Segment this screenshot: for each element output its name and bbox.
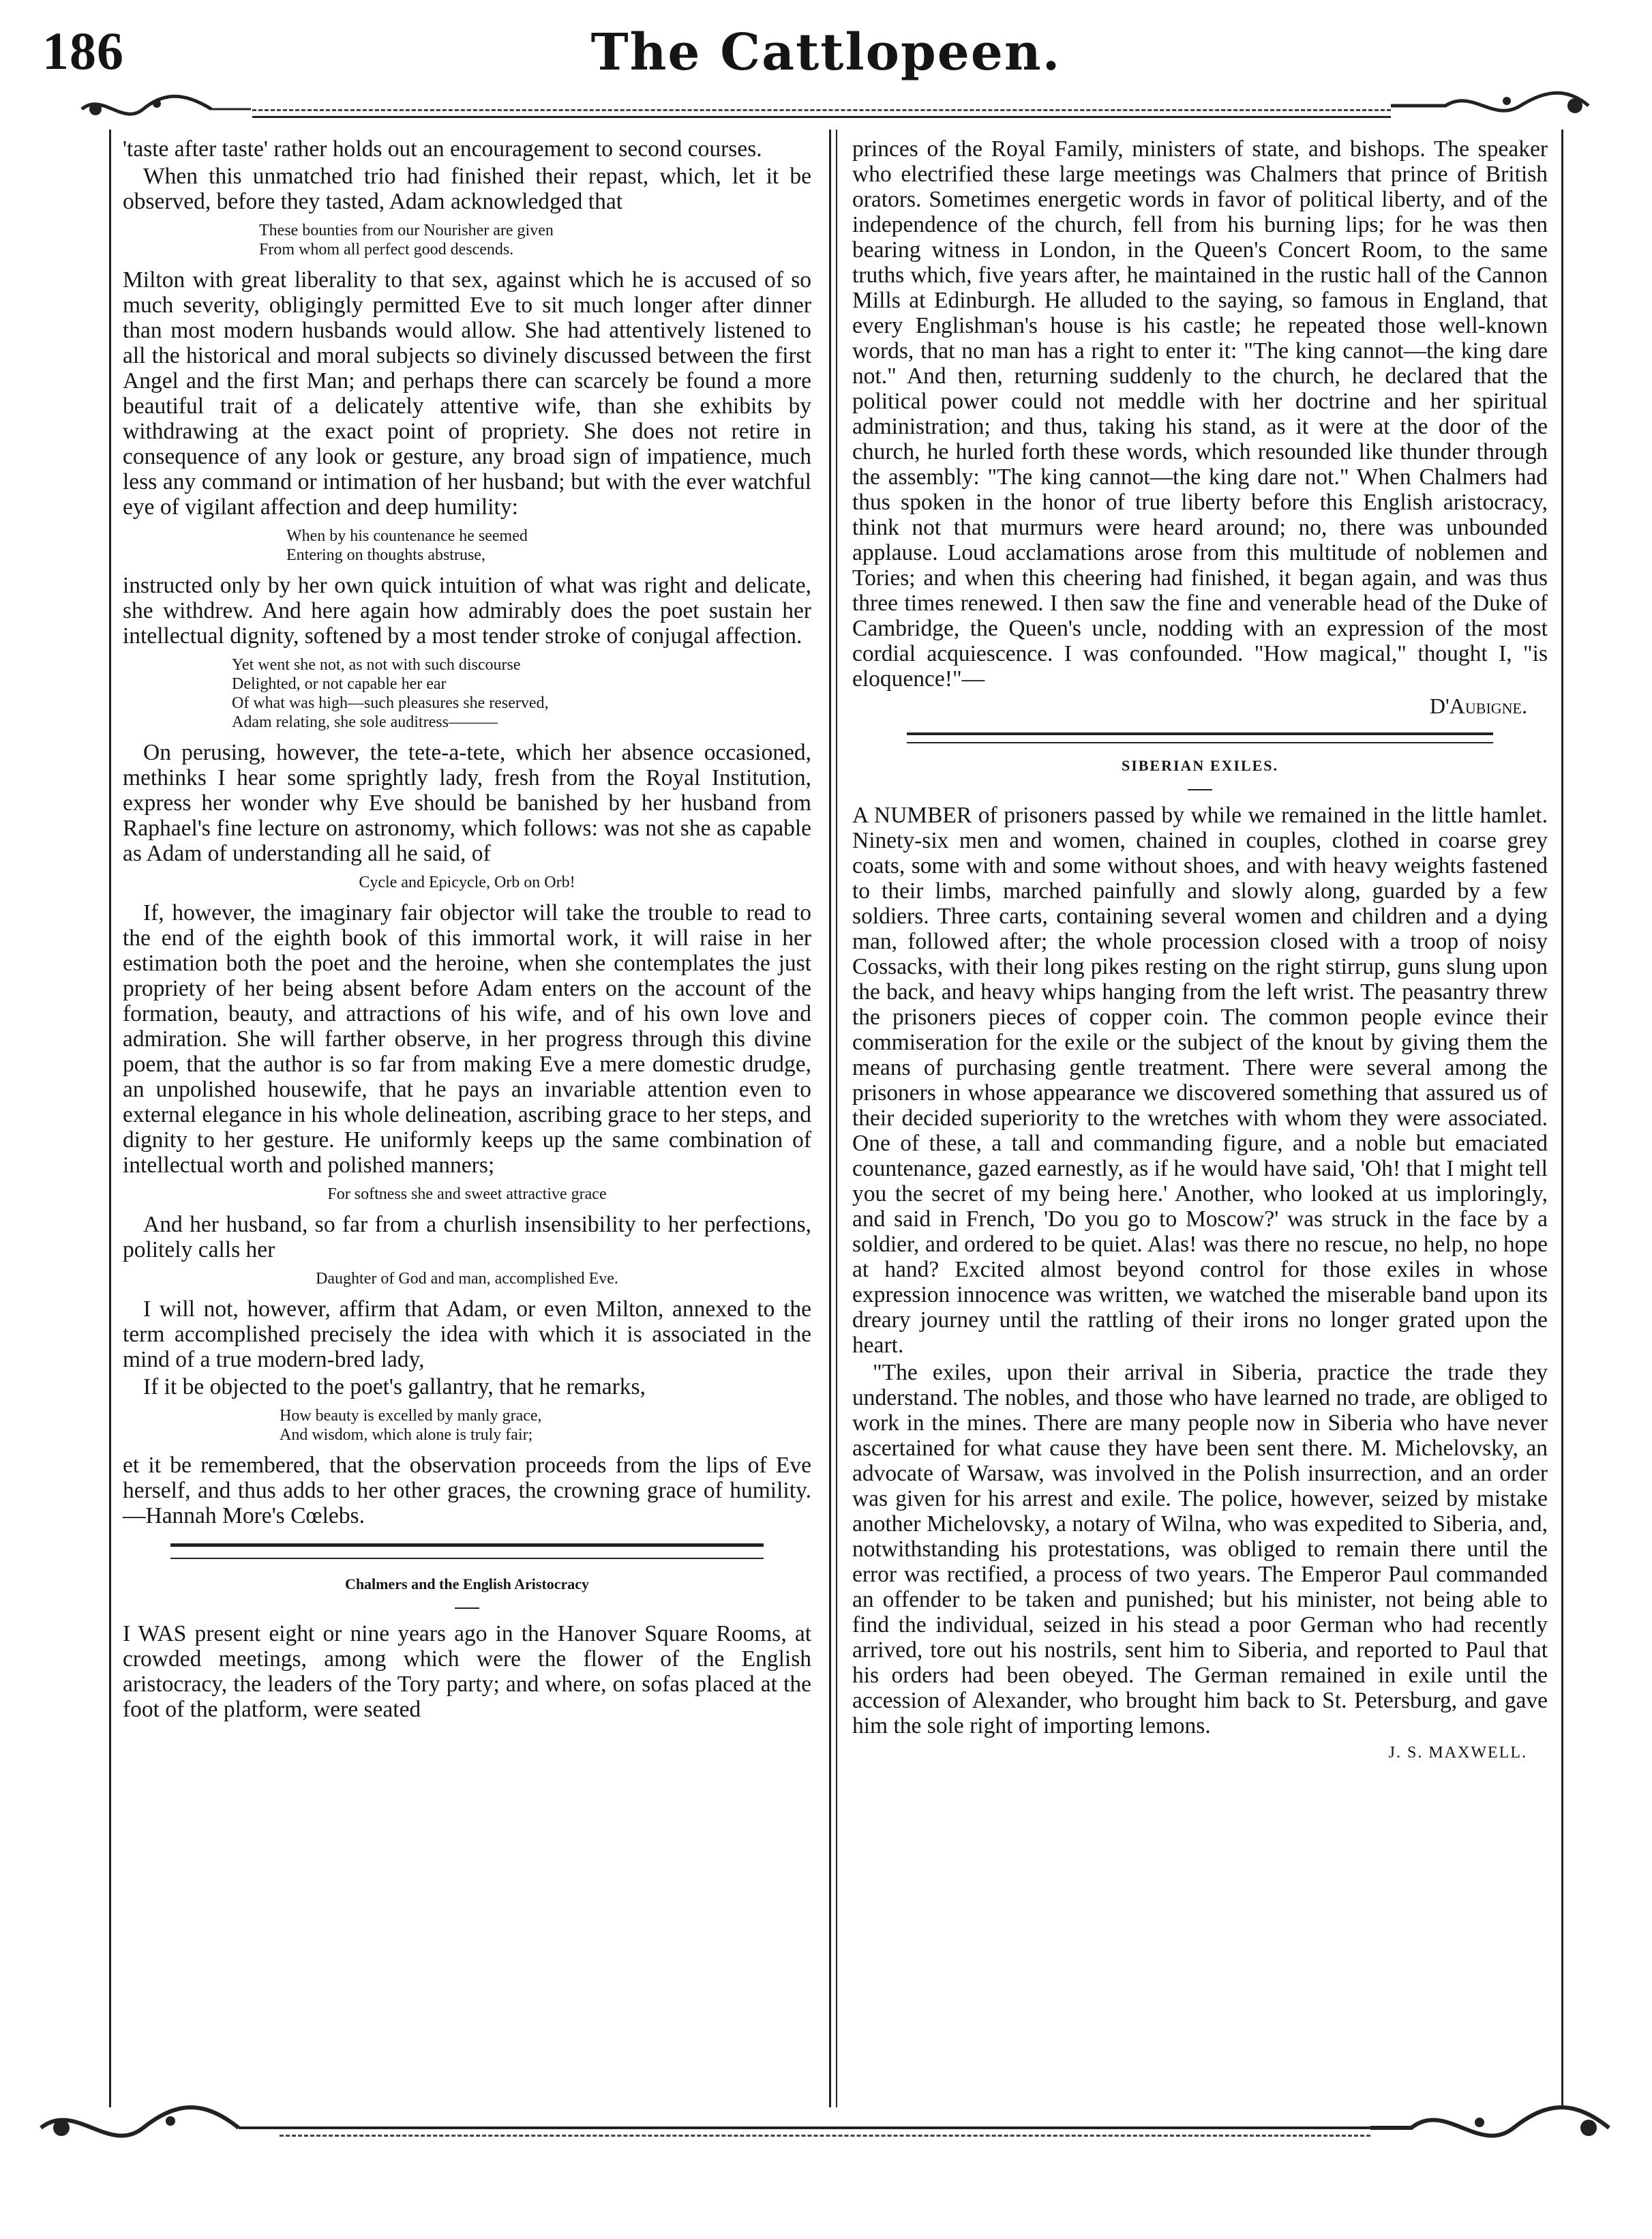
top-rule-dashed <box>252 109 1391 111</box>
left-paragraph: I will not, however, affirm that Adam, or even Milton, annexed to the term accomplished precisely the idea with which it is associated in the mind of a true modern-bred lady, <box>123 1296 811 1372</box>
bottom-rule-dashed <box>280 2135 1370 2137</box>
verse-line: Delighted, or not capable her ear <box>232 675 447 693</box>
article-signature: D'Aubigne. <box>1429 694 1527 718</box>
heading-dash <box>455 1607 479 1609</box>
verse-quote: For softness she and sweet attractive grace <box>327 1185 607 1203</box>
verse-line: Yet went she not, as not with such discourse <box>232 656 521 674</box>
left-paragraph: instructed only by her own quick intuition of what was right and delicate, she withdrew. And here again how admirably does the poet sustain her intellectual dignity, softened by a most tender stroke of conjugal affection. <box>123 573 811 649</box>
left-paragraph: If it be objected to the poet's gallantry, that he remarks, <box>143 1374 646 1399</box>
verse-line: When by his countenance he seemed <box>286 527 528 545</box>
ornament-top-left-icon <box>75 89 252 130</box>
left-border <box>109 130 111 2107</box>
section-divider <box>170 1543 764 1559</box>
verse-line: Entering on thoughts abstruse, <box>286 546 485 564</box>
left-paragraph: 'taste after taste' rather holds out an encouragement to second courses. <box>123 136 762 162</box>
left-paragraph: If, however, the imaginary fair objector will take the trouble to read to the end of the eighth book of this immortal work, it will raise in her estimation both the poet and the heroine, when she contemplates the just propriety of her being absent before Adam enters on the account of the formation, beauty, and attractions of his wife, and of his own love and admiration. She will farther observe, in her progress through this divine poem, that the author is so far from making Eve a mere domestic drudge, an unpolished housewife, that he pays an invariable attention even to external elegance in his whole delineation, ascribing grace to her steps, and dignity to her gesture. He uniformly keeps up the same combination of intellectual worth and polished manners; <box>123 900 811 1178</box>
verse-quote <box>123 221 811 259</box>
verse-line: And wisdom, which alone is truly fair; <box>280 1426 533 1444</box>
left-paragraph: And her husband, so far from a churlish insensibility to her perfections, politely calls her <box>123 1212 811 1262</box>
right-paragraph: "The exiles, upon their arrival in Siberia, practice the trade they understand. The nobles, and those who have learned no trade, are obliged to work in the mines. There are many people now in Siberia who have never ascertained for what cause they have been sent there. M. Michelovsky, an advocate of Warsaw, was involved in the Polish insurrection, and an order was given for his arrest and exile. The police, however, seized by mistake another Michelovsky, a notary of Wilna, who was expedited to Siberia, and, notwithstanding his protestations, was obliged to remain there until the error was rectified, a process of two years. The Emperor Paul commanded an offender to be taken and punished; but his minister, not being able to find the individual, seized in his stead a poor German who had recently arrived, tore out his nostrils, sent him to Siberia, and reported to Paul that his orders had been obeyed. The German remained in exile until the accession of Alexander, who brought him back to St. Petersburg, and gave him the sole right of importing lemons. <box>852 1360 1548 1738</box>
verse-line: How beauty is excelled by manly grace, <box>280 1407 542 1425</box>
right-border <box>1561 130 1563 2107</box>
verse-quote <box>123 527 811 565</box>
left-column <box>123 136 811 1724</box>
verse-quote: Daughter of God and man, accomplished Eve. <box>316 1270 618 1288</box>
column-divider <box>829 130 831 2107</box>
masthead-title: The Cattlopeen. <box>590 23 1062 82</box>
page-number: 186 <box>42 21 124 80</box>
verse-line: Adam relating, she sole auditress——— <box>232 713 498 731</box>
column-divider-second <box>836 130 837 2107</box>
verse-line: Of what was high—such pleasures she reserved, <box>232 694 549 712</box>
verse-quote <box>123 1406 811 1444</box>
bottom-rule <box>280 2126 1370 2129</box>
left-paragraph: I WAS present eight or nine years ago in the Hanover Square Rooms, at crowded meetings, among which were the flower of the English aristocracy, the leaders of the Tory party; and where, on sofas placed at the foot of the platform, were seated <box>123 1621 811 1722</box>
section-heading: SIBERIAN EXILES. <box>1121 757 1279 774</box>
top-rule <box>252 116 1391 118</box>
heading-dash <box>1188 789 1212 790</box>
verse-quote <box>123 655 811 732</box>
article-signature: J. S. MAXWELL. <box>1388 1744 1527 1762</box>
left-paragraph: When this unmatched trio had finished their repast, which, let it be observed, before they tasted, Adam acknowledged that <box>123 164 811 214</box>
left-paragraph: On perusing, however, the tete-a-tete, which her absence occasioned, methinks I hear some sprightly lady, fresh from the Royal Institution, express her wonder why Eve should be banished by her husband from Raphael's fine lecture on astronomy, which follows: was not she as capable as Adam of understanding all he said, of <box>123 740 811 866</box>
section-divider <box>907 732 1493 743</box>
verse-line: These bounties from our Nourisher are given <box>259 222 554 239</box>
ornament-bottom-left-icon <box>34 2101 280 2155</box>
verse-quote: Cycle and Epicycle, Orb on Orb! <box>359 874 575 891</box>
right-paragraph: A NUMBER of prisoners passed by while we remained in the little hamlet. Ninety-six men and women, chained in couples, clothed in coarse grey coats, some with and some without shoes, and with heavy weights fastened to their limbs, marched painfully and slowly along, guarded by a few soldiers. Three carts, containing several women and children and a dying man, followed after; the whole procession closed with a troop of noisy Cossacks, with their long pikes resting on the right stirrup, guns slung upon the back, and heavy whips hanging from the left wrist. The peasantry threw the prisoners pieces of copper coin. The common people evince their commiseration for the exile or the subject of the knout by giving them the means of purchasing gentle treatment. There were several among the prisoners in whose appearance we discovered something that assured us of their decided superiority to the wretches with whom they were associated. One of these, a tall and commanding figure, and a noble but emaciated countenance, gazed earnestly, as if he would have said, 'Oh! that I might tell you the secret of my being here.' Another, who looked at us imploringly, and said in French, 'Do you go to Moscow?' was struck in the face by a soldier, and ordered to be quiet. Alas! was there no rescue, no help, no hope at hand? Excited almost beyond control for those exiles in whose expression innocence was written, we watched the miserable band upon its dreary journey until the rattling of their irons no longer grated upon the heart. <box>852 803 1548 1358</box>
left-paragraph: et it be remembered, that the observation proceeds from the lips of Eve herself, and thus adds to her other graces, the crowning grace of humility.—Hannah More's Cœlebs. <box>123 1453 811 1528</box>
verse-line: From whom all perfect good descends. <box>259 241 514 258</box>
right-paragraph: princes of the Royal Family, ministers of state, and bishops. The speaker who electrified these large meetings was Chalmers that prince of British orators. Sometimes energetic words in favor of political liberty, and of the independence of the church, fell from his burning lips; for he was then bearing witness in London, in the Queen's Concert Room, to the same truths which, five years after, he maintained in the rustic hall of the Cannon Mills at Edinburgh. He alluded to the saying, so famous in England, that every Englishman's house is his castle; he repeated those well-known words, that no man has a right to enter it: "The king cannot—the king dare not." And then, returning suddenly to the church, he declared that the political power could not meddle with her doctrine and her spiritual administration; and thus, taking his stand, as it were at the door of the church, he hurled forth these words, which resounded like thunder through the assembly: "The king cannot—the king dare not." When Chalmers had thus spoken in the honor of true liberty before this English aristocracy, think not that murmurs were heard around; no, there was unbounded applause. Loud acclamations arose from this multitude of noblemen and Tories; and when this cheering had finished, it began again, and was thus three times renewed. I then saw the fine and venerable head of the Duke of Cambridge, the Queen's uncle, nodding with an expression of the most cordial acquiescence. I was confounded. "How magical," thought I, "is eloquence!"— <box>852 136 1548 692</box>
ornament-bottom-right-icon <box>1370 2101 1616 2155</box>
left-paragraph: Milton with great liberality to that sex, against which he is accused of so much severity, obligingly permitted Eve to sit much longer after dinner than most modern husbands would allow. She had attentively listened to all the historical and moral subjects so divinely discussed between the first Angel and the first Man; and perhaps there can scarcely be found a more beautiful trait of a delicately attentive wife, than she exhibits by withdrawing at the exact point of propriety. She does not retire in consequence of any look or gesture, any broad sign of impatience, much less any command or intimation of her husband; but with the ever watchful eye of vigilant affection and deep humility: <box>123 267 811 520</box>
section-heading: Chalmers and the English Aristocracy <box>344 1575 590 1592</box>
ornament-top-right-icon <box>1391 82 1595 130</box>
right-column <box>852 136 1548 1766</box>
